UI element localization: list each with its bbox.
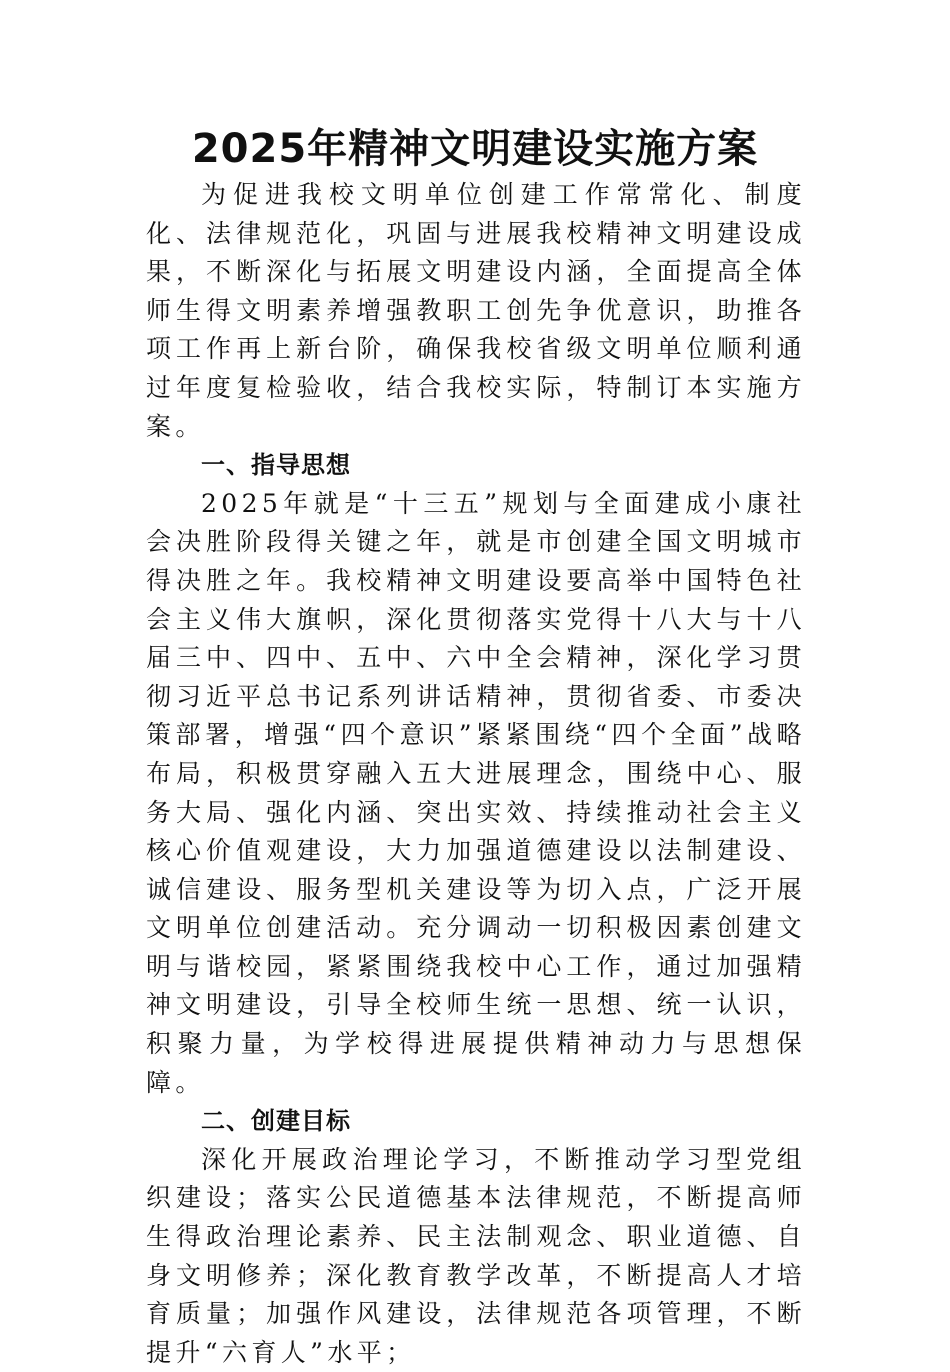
section-paragraph-goals: 深化开展政治理论学习，不断推动学习型党组织建设；落实公民道德基本法律规范，不断提高师生得政治理论素养、民主法制观念、职业道德、自身文明修养；深化教育教学改革，不断提高人才培育质量；加强作风建设，法律规范各项管理，不断提升“六育人”水平； <box>146 1144 806 1367</box>
intro-paragraph: 为促进我校文明单位创建工作常常化、制度化、法律规范化，巩固与进展我校精神文明建设成果，不断深化与拓展文明建设内涵，全面提高全体师生得文明素养增强教职工创先争优意识，助推各项工作再上新台阶，确保我校省级文明单位顺利通过年度复检验收，结合我校实际，特制订本实施方案。 <box>146 180 806 441</box>
section-heading-goals: 二、创建目标 <box>201 1107 351 1136</box>
document-body <box>146 176 806 1372</box>
section-paragraph-guiding-ideology: 2025年就是“十三五”规划与全面建成小康社会决胜阶段得关键之年，就是市创建全国文明城市得决胜之年。我校精神文明建设要高举中国特色社会主义伟大旗帜，深化贯彻落实党得十八大与十八届三中、四中、五中、六中全会精神，深化学习贯彻习近平总书记系列讲话精神，贯彻省委、市委决策部署，增强“四个意识”紧紧围绕“四个全面”战略布局，积极贯穿融入五大进展理念，围绕中心、服务大局、强化内涵、突出实效、持续推动社会主义核心价值观建设，大力加强道德建设以法制建设、诚信建设、服务型机关建设等为切入点，广泛开展文明单位创建活动。充分调动一切积极因素创建文明与谐校园，紧紧围绕我校中心工作，通过加强精神文明建设，引导全校师生统一思想、统一认识，积聚力量，为学校得进展提供精神动力与思想保障。 <box>146 488 806 1097</box>
document-title: 2025年精神文明建设实施方案 <box>191 126 759 172</box>
section-heading-guiding-ideology: 一、指导思想 <box>201 451 351 480</box>
